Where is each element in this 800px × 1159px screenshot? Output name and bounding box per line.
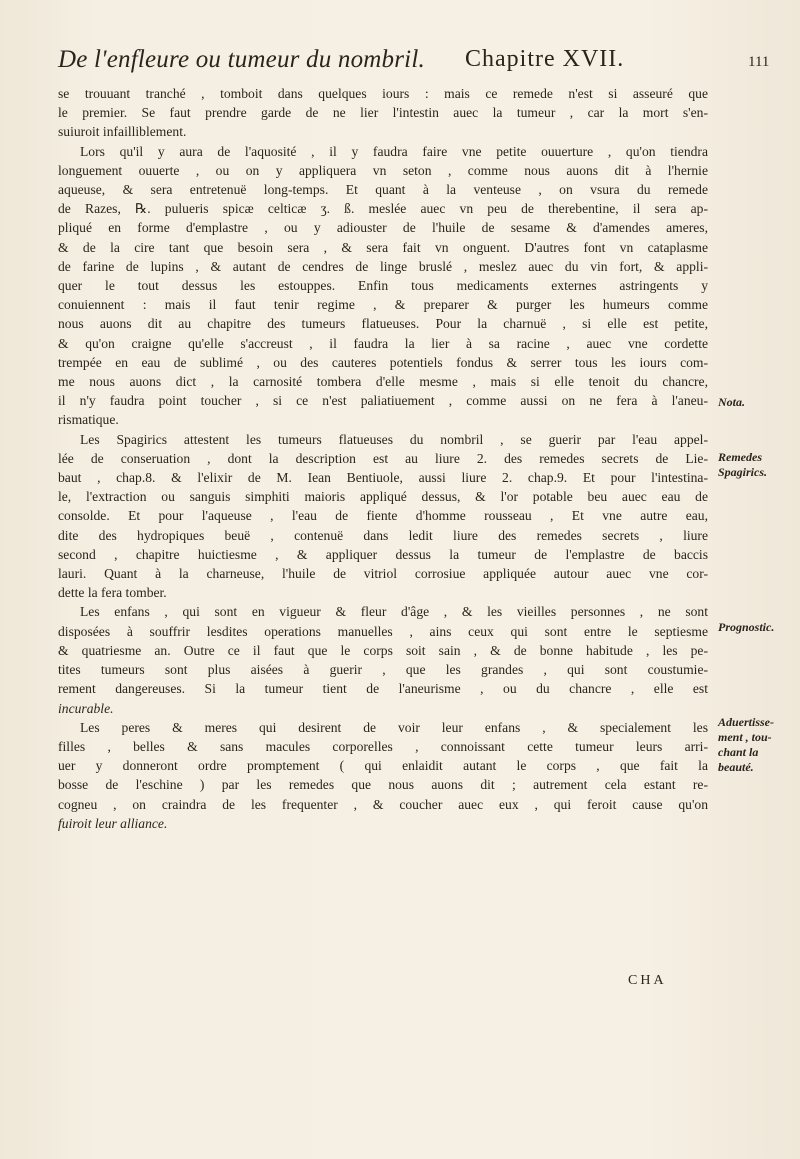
text-line: suiuroit infailliblement.	[58, 124, 187, 140]
text-line: pliqué en forme d'emplastre , ou y adiouster de l'huile de sesame & d'amendes ameres,	[58, 220, 708, 236]
catchword: CHA	[628, 973, 667, 988]
margin-note-nota: Nota.	[718, 395, 745, 409]
text-line: conuiennent : mais il faut tenir regime , & preparer & purger les humeurs comme	[58, 297, 708, 313]
text-line: rement dangereuses. Si la tumeur tient de l'aneurisme , ou du chancre , elle est	[58, 681, 708, 697]
text-line: consolde. Et pour l'aqueuse , l'eau de fiente d'homme rousseau , Et vne autre eau,	[58, 508, 708, 524]
text-line: lauri. Quant à la charneuse, l'huile de vitriol corrosiue appliquée autour auec vne cor-	[58, 566, 708, 582]
text-line: dette la fera tomber.	[58, 585, 167, 601]
text-line: il n'y faudra point toucher , si ce n'est paliatiuement , comme aussi on ne fera à l'aneu-	[58, 393, 708, 409]
text-line: Les Spagirics attestent les tumeurs flatueuses du nombril , se guerir par l'eau appel-	[80, 431, 708, 447]
margin-note-line: chant la	[718, 745, 759, 759]
text-line: tites tumeurs sont plus aisées à guerir , que les grandes , qui sont coustumie-	[58, 662, 708, 678]
text-line: uer y donneront ordre promptement ( qui enlaidit autant le corps , que fait la	[58, 758, 708, 774]
text-line: second , chapitre huictiesme , & appliquer dessus la tumeur de l'emplastre de baccis	[58, 546, 708, 562]
margin-note-line: Aduertisse-	[718, 715, 775, 729]
text-line: baut , chap.8. & l'elixir de M. Iean Bentiuole, aussi liure 2. chap.9. Et pour l'intestina-	[58, 470, 708, 486]
text-line: dite des hydropiques beuë , contenuë dans ledit liure des remedes secrets , liure	[58, 527, 708, 543]
running-header	[58, 44, 770, 84]
text-line: me nous auons dict , la carnosité tombera d'elle mesme , mais si elle tenoit du chancre,	[58, 374, 708, 390]
margin-note-line: Remedes	[718, 450, 762, 464]
text-line: & quatriesme an. Outre ce il faut que le corps soit sain , & de bonne habitude , les pe-	[58, 642, 708, 658]
chapter-heading: Chapitre XVII.	[465, 46, 625, 72]
text-line: disposées à souffrir lesdites operations manuelles , ains ceux qui sont entre le septiesme	[58, 623, 708, 639]
page-number: 111	[748, 54, 770, 70]
margin-note-line: beauté.	[718, 760, 754, 774]
text-line: Les enfans , qui sont en vigueur & fleur d'âge , & les vieilles personnes , ne sont	[80, 604, 708, 620]
margin-note-prognostic: Prognostic.	[718, 620, 775, 634]
margin-note-line: Spagirics.	[718, 465, 768, 479]
margin-note-remedes	[718, 450, 790, 480]
text-line: rismatique.	[58, 412, 119, 428]
text-line: filles , belles & sans macules corporelles , connoissant cette tumeur leurs arri-	[58, 738, 708, 754]
body-text	[58, 84, 708, 833]
text-line: quer le tout dessus les estouppes. Enfin tous medicaments externes astringents y	[58, 278, 708, 294]
text-line: Lors qu'il y aura de l'aquosité , il y faudra faire vne petite ouuerture , qu'on tiendra	[80, 143, 708, 159]
margin-note-line: ment , tou-	[718, 730, 772, 744]
text-line: bosse de l'eschine ) par les remedes que nous auons dit ; autrement cela estant re-	[58, 777, 708, 793]
text-line: nous auons dit au chapitre des tumeurs flatueuses. Pour la charnuë , si elle est petite,	[58, 316, 708, 332]
text-line: fuiroit leur alliance.	[58, 815, 168, 831]
text-line: cogneu , on craindra de les frequenter , & coucher auec eux , qui feroit cause qu'on	[58, 796, 708, 812]
text-line: se trouuant tranché , tomboit dans quelques iours : mais ce remede n'est si asseuré que	[58, 86, 708, 101]
text-line: aqueuse, & sera entretenuë long-temps. Et quant à la venteuse , on vsura du remede	[58, 182, 708, 198]
text-line: le premier. Se faut prendre garde de ne lier l'intestin auec la tumeur , car la mort s'en-	[58, 105, 708, 121]
text-line: de Razes, ℞. pulueris spicæ celticæ ʒ. ß. meslée auec vn peu de therebentine, il sera ap-	[58, 201, 708, 217]
text-line: trempée en eau de sublimé , ou des cauteres potentiels fondus & serrer tous les iours com-	[58, 354, 708, 370]
running-title: De l'enfleure ou tumeur du nombril.	[58, 46, 425, 73]
text-line: Les peres & meres qui desirent de voir leur enfans , & specialement les	[80, 719, 708, 735]
text-line: & de la cire tant que besoin sera , & sera fait vn onguent. D'autres font vn cataplasme	[58, 239, 708, 255]
text-line: longuement ouuerte , ou on y appliquera vn seton , comme nous auons dit à l'hernie	[58, 162, 708, 178]
text-line: le, l'extraction ou sanguis simphiti maioris appliqué dessus, & l'or potable beu auec eau de	[58, 489, 708, 505]
text-line: lée de conseruation , dont la description est au liure 2. des remedes secrets de Lie-	[58, 450, 708, 466]
text-line: incurable.	[58, 700, 114, 716]
text-line: de farine de lupins , & autant de cendres de linge bruslé , meslez auec du vin fort, & appli-	[58, 258, 708, 274]
margin-note-aduertissement	[718, 715, 790, 775]
text-line: & qu'on craigne qu'elle s'accreust , il faudra la lier à sa racine , auec vne cordette	[58, 335, 708, 351]
